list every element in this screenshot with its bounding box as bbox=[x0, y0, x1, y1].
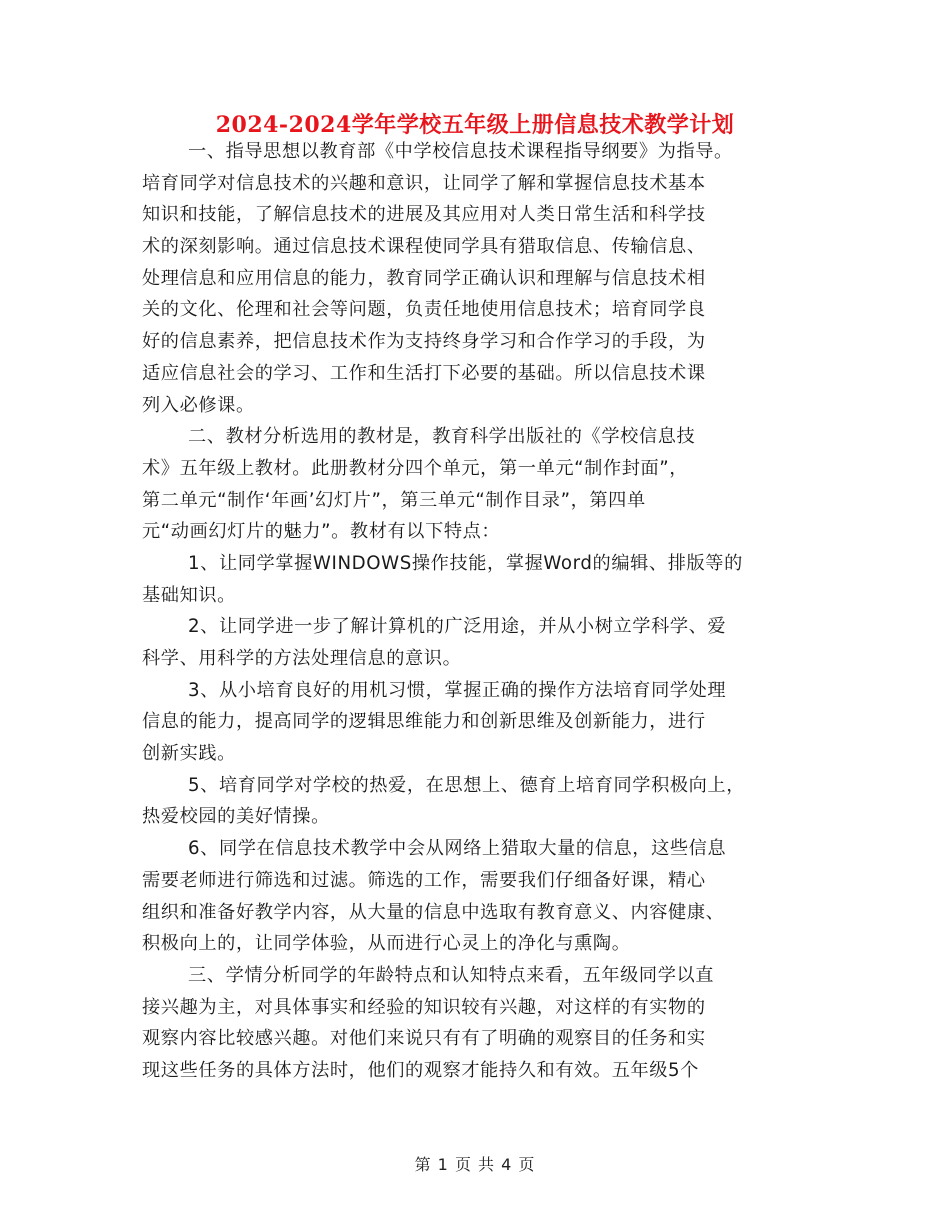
text-line: 三、学情分析同学的年龄特点和认知特点来看，五年级同学以直 bbox=[188, 964, 715, 986]
text-line: 处理信息和应用信息的能力，教育同学正确认识和理解与信息技术相 bbox=[142, 267, 706, 289]
document-title: 2024-2024学年学校五年级上册信息技术教学计划 bbox=[215, 112, 735, 138]
text-line: 一、指导思想以教育部《中学校信息技术课程指导纲要》为指导。 bbox=[188, 141, 733, 162]
text-line: 科学、用科学的方法处理信息的意识。 bbox=[142, 648, 462, 669]
text-line: 组织和准备好教学内容，从大量的信息中选取有教育意义、内容健康、 bbox=[142, 901, 725, 923]
text-line: 观察内容比较感兴趣。对他们来说只有有了明确的观察目的任务和实 bbox=[142, 1028, 706, 1050]
text-line: 好的信息素养，把信息技术作为支持终身学习和合作学习的手段，为 bbox=[142, 331, 706, 353]
text-line: 基础知识。 bbox=[142, 584, 236, 606]
text-line: 知识和技能，了解信息技术的进展及其应用对人类日常生活和科学技 bbox=[142, 204, 706, 226]
text-line: 接兴趣为主，对具体事实和经验的知识较有兴趣，对这样的有实物的 bbox=[142, 996, 706, 1018]
text-line: 热爱校园的美好情操。 bbox=[142, 806, 330, 828]
text-line: 3、从小培育良好的用机习惯，掌握正确的操作方法培育同学处理 bbox=[188, 679, 727, 701]
text-line: 关的文化、伦理和社会等问题，负责任地使用信息技术；培育同学良 bbox=[142, 299, 706, 321]
text-line: 第二单元“制作‘年画’幻灯片”，第三单元“制作目录”，第四单 bbox=[142, 489, 646, 511]
text-line: 2、让同学进一步了解计算机的广泛用途，并从小树立学科学、爱 bbox=[188, 616, 727, 638]
text-line: 术的深刻影响。通过信息技术课程使同学具有猎取信息、传输信息、 bbox=[142, 236, 706, 258]
document-body bbox=[142, 136, 822, 1087]
text-line: 创新实践。 bbox=[142, 743, 236, 765]
text-line: 1、让同学掌握WINDOWS操作技能，掌握Word的编辑、排版等的 bbox=[188, 552, 743, 574]
text-line: 适应信息社会的学习、工作和生活打下必要的基础。所以信息技术课 bbox=[142, 362, 706, 384]
text-line: 6、同学在信息技术教学中会从网络上猎取大量的信息，这些信息 bbox=[188, 838, 727, 860]
text-line: 5、培育同学对学校的热爱，在思想上、德育上培育同学积极向上， bbox=[188, 774, 746, 796]
page-number-label: 第 1 页 共 4 页 bbox=[414, 1155, 536, 1174]
text-line: 列入必修课。 bbox=[142, 394, 255, 416]
text-line: 元“动画幻灯片的魅力”。教材有以下特点： bbox=[142, 521, 501, 543]
text-line: 术》五年级上教材。此册教材分四个单元，第一单元“制作封面”， bbox=[142, 457, 689, 479]
text-line: 信息的能力，提高同学的逻辑思维能力和创新思维及创新能力，进行 bbox=[142, 711, 706, 733]
text-line: 二、教材分析选用的教材是，教育科学出版社的《学校信息技 bbox=[188, 426, 696, 448]
text-line: 培育同学对信息技术的兴趣和意识，让同学了解和掌握信息技术基本 bbox=[142, 172, 706, 194]
text-line: 需要老师进行筛选和过滤。筛选的工作，需要我们仔细备好课，精心 bbox=[142, 869, 706, 891]
text-line: 积极向上的，让同学体验，从而进行心灵上的净化与熏陶。 bbox=[142, 933, 631, 955]
text-line: 现这些任务的具体方法时，他们的观察才能持久和有效。五年级5个 bbox=[142, 1059, 700, 1081]
page-footer bbox=[0, 1152, 950, 1175]
